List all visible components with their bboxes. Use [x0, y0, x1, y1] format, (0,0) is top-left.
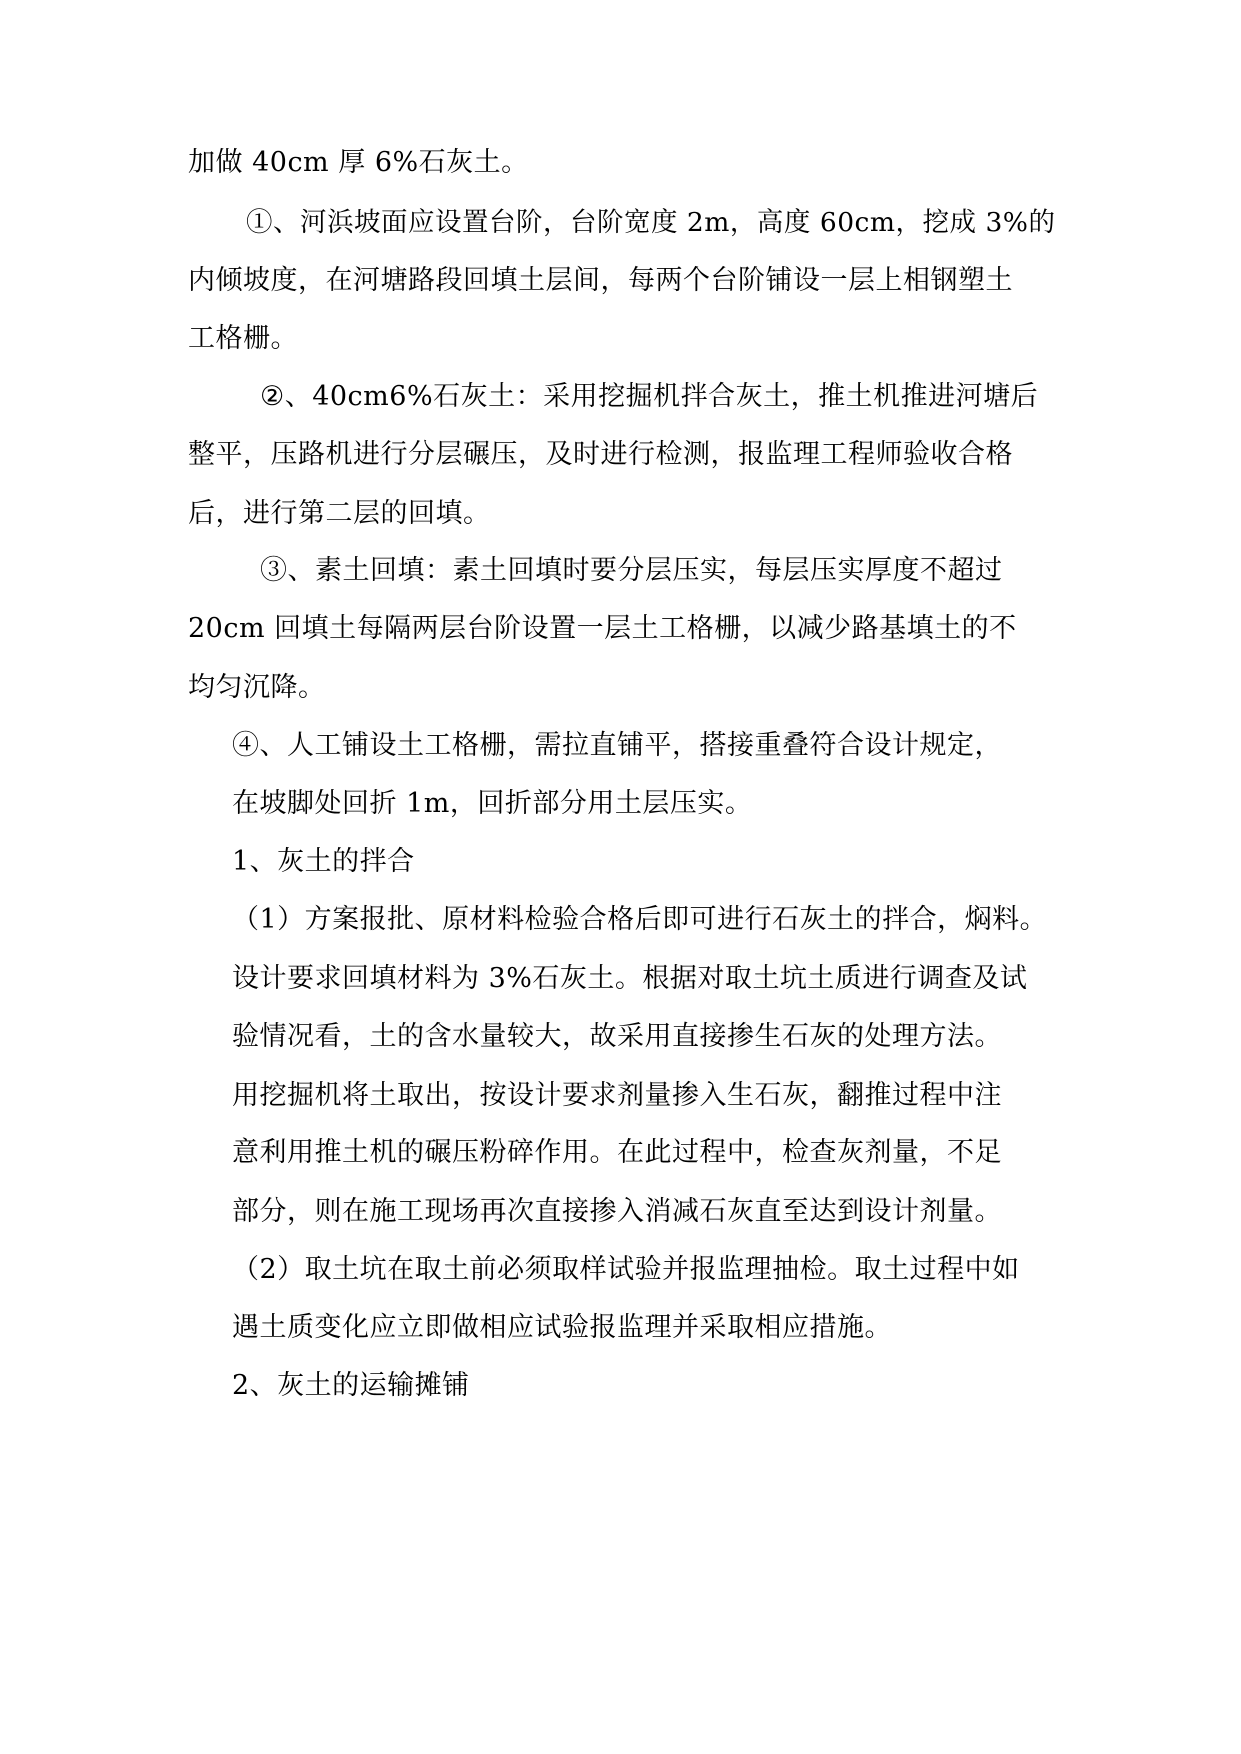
text-line: 意利用推土机的碾压粉碎作用。在此过程中，检查灰剂量，不足	[232, 1137, 1002, 1168]
text-line: ④、人工铺设土工格栅，需拉直铺平，搭接重叠符合设计规定，	[232, 730, 1002, 761]
text-line: 内倾坡度，在河塘路段回填土层间，每两个台阶铺设一层上相钢塑土	[188, 265, 1013, 296]
text-line: （1）方案报批、原材料检验合格后即可进行石灰土的拌合，焖料。	[232, 904, 1048, 935]
text-line: 加做 40cm 厚 6%石灰土。	[188, 147, 529, 178]
text-line: 整平，压路机进行分层碾压，及时进行检测，报监理工程师验收合格	[188, 439, 1013, 470]
text-line: （2）取土坑在取土前必须取样试验并报监理抽检。取土过程中如	[232, 1254, 1020, 1285]
text-line: 1、灰土的拌合	[232, 846, 415, 877]
text-line: 在坡脚处回折 1m，回折部分用土层压实。	[232, 788, 753, 819]
text-line: 2、灰土的运输摊铺	[232, 1370, 470, 1401]
text-line: 20cm 回填土每隔两层台阶设置一层土工格栅，以减少路基填土的不	[188, 613, 1017, 644]
text-line: 验情况看，土的含水量较大，故采用直接掺生石灰的处理方法。	[232, 1021, 1002, 1052]
text-line: 设计要求回填材料为 3%石灰土。根据对取土坑土质进行调查及试	[232, 963, 1028, 994]
text-line: 后，进行第二层的回填。	[188, 498, 491, 529]
text-line: ①、河浜坡面应设置台阶，台阶宽度 2m，高度 60cm，挖成 3%的	[246, 207, 1056, 238]
text-line: 遇土质变化应立即做相应试验报监理并采取相应措施。	[232, 1312, 892, 1343]
text-line: 工格栅。	[188, 323, 298, 354]
text-line: 用挖掘机将土取出，按设计要求剂量掺入生石灰，翻推过程中注	[232, 1080, 1002, 1111]
text-line: ②、40cm6%石灰土：采用挖掘机拌合灰土，推土机推进河塘后	[260, 381, 1039, 412]
text-line: ③、素土回填：素土回填时要分层压实，每层压实厚度不超过	[260, 555, 1003, 586]
text-line: 均匀沉降。	[188, 672, 326, 703]
text-line: 部分，则在施工现场再次直接掺入消减石灰直至达到设计剂量。	[232, 1196, 1002, 1227]
